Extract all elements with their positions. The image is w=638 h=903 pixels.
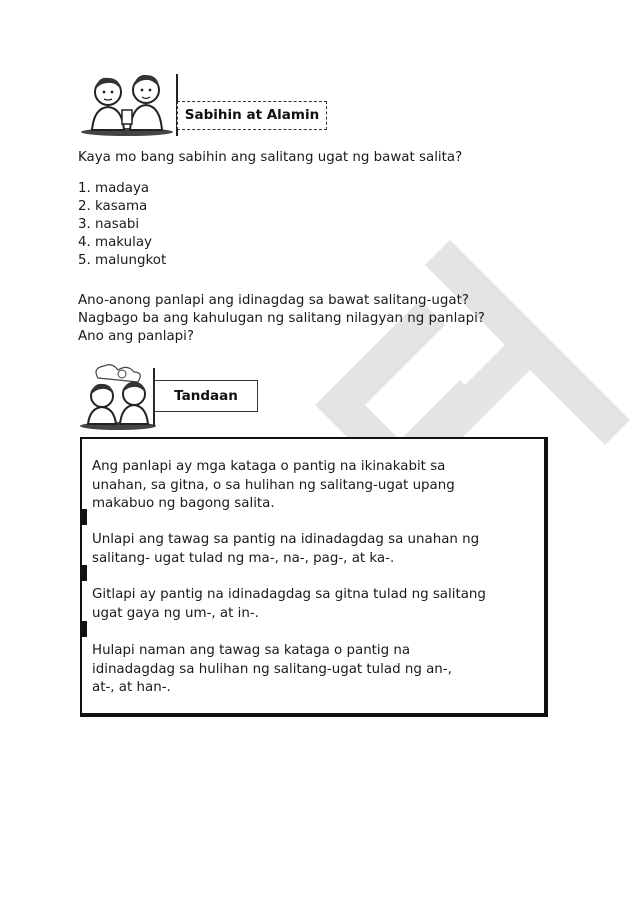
question-text: Kaya mo bang sabihin ang salitang ugat ng bawat salita? bbox=[78, 150, 463, 165]
followup-question: Ano-anong panlapi ang idinagdag sa bawat salitang-ugat? bbox=[78, 293, 469, 308]
notes-box bbox=[80, 437, 548, 717]
paragraph-line: Ang panlapi ay mga kataga o pantig na ikinakabit sa bbox=[92, 459, 446, 474]
paragraph-line: Unlapi ang tawag sa pantig na idinadagdag sa unahan ng bbox=[92, 532, 480, 547]
paragraph-line: unahan, sa gitna, o sa hulihan ng salitang-ugat upang bbox=[92, 477, 455, 493]
children-thinking-illustration-icon bbox=[78, 364, 158, 430]
section-title-sabihin: Sabihin at Alamin bbox=[177, 101, 327, 130]
list-item: 5. malungkot bbox=[78, 253, 167, 268]
section-title-tandaan: Tandaan bbox=[154, 380, 258, 412]
definition-paragraph bbox=[92, 458, 532, 514]
box-tick bbox=[82, 621, 87, 637]
paragraph-line: at-, at han-. bbox=[92, 680, 171, 695]
hulapi-paragraph bbox=[92, 642, 532, 698]
list-item: 3. nasabi bbox=[78, 217, 140, 232]
list-item: 1. madaya bbox=[78, 181, 150, 196]
list-item: 4. makulay bbox=[78, 235, 152, 250]
paragraph-line: ugat gaya ng um-, at in-. bbox=[92, 605, 259, 621]
paragraph-line: makabuo ng bagong salita. bbox=[92, 496, 275, 511]
children-talking-illustration-icon bbox=[78, 70, 176, 136]
gitlapi-paragraph bbox=[92, 586, 532, 623]
followup-question: Ano ang panlapi? bbox=[78, 329, 194, 344]
unlapi-paragraph bbox=[92, 531, 532, 568]
list-item: 2. kasama bbox=[78, 199, 148, 214]
followup-question: Nagbago ba ang kahulugan ng salitang nilagyan ng panlapi? bbox=[78, 311, 485, 326]
paragraph-line: Hulapi naman ang tawag sa kataga o pantig na bbox=[92, 643, 411, 658]
box-tick bbox=[82, 565, 87, 581]
paragraph-line: Gitlapi ay pantig na idinadagdag sa gitna tulad ng salitang bbox=[92, 587, 486, 602]
box-tick bbox=[82, 509, 87, 525]
paragraph-line: salitang- ugat tulad ng ma-, na-, pag-, at ka-. bbox=[92, 550, 395, 566]
paragraph-line: idinadagdag sa hulihan ng salitang-ugat tulad ng an-, bbox=[92, 661, 452, 677]
